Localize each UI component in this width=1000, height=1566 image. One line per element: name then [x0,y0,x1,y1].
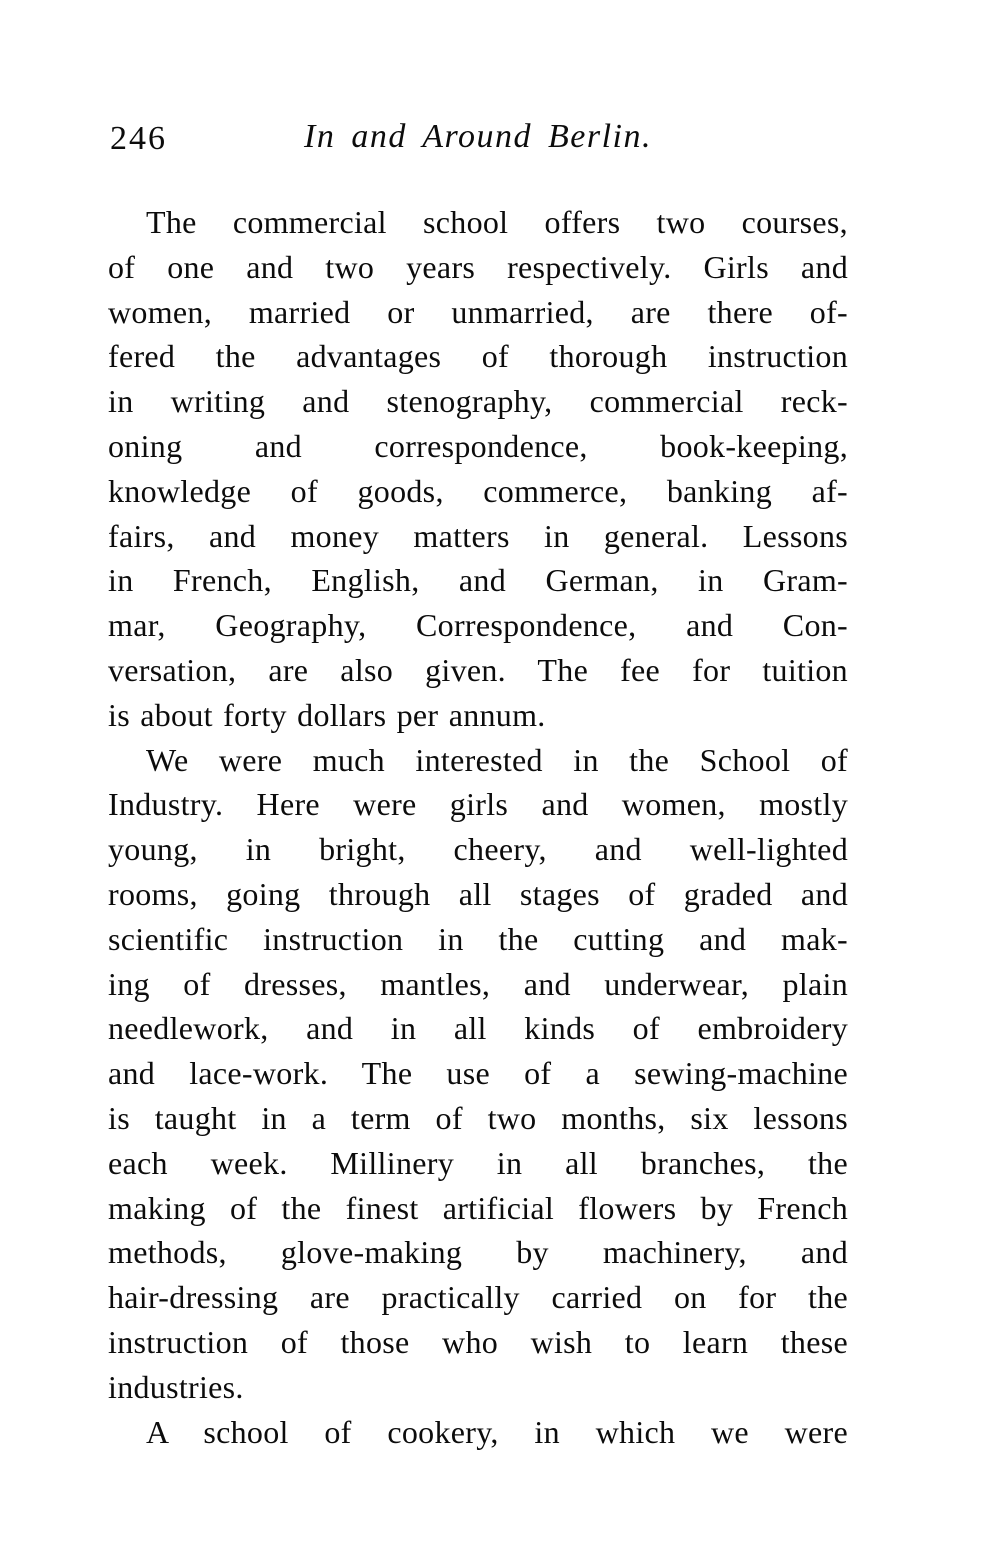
text-line: each week. Millinery in all branches, the [108,1144,848,1181]
text-line: fered the advantages of thorough instruction [108,338,848,375]
text-line: women, married or unmarried, are there of- [108,293,848,330]
running-title: In and Around Berlin. [304,118,652,155]
page-number: 246 [110,120,167,157]
text-line: versation, are also given. The fee for tuition [108,651,848,688]
text-line: and lace-work. The use of a sewing-machine [108,1055,848,1092]
text-line: Industry. Here were girls and women, mostly [108,786,848,823]
body-text [108,200,848,1454]
paragraph [108,738,848,1410]
paragraph [108,1410,848,1455]
text-line: is taught in a term of two months, six lessons [108,1099,848,1136]
text-line: rooms, going through all stages of graded and [108,875,848,912]
page-header [108,118,848,164]
text-line: mar, Geography, Correspondence, and Con- [108,607,848,644]
text-line: oning and correspondence, book-keeping, [108,427,848,464]
text-line: methods, glove-making by machinery, and [108,1234,848,1271]
text-line: young, in bright, cheery, and well-lighted [108,831,848,868]
text-line: is about forty dollars per annum. [108,696,546,733]
text-line: hair-dressing are practically carried on for the [108,1279,848,1316]
text-line: We were much interested in the School of [146,741,848,778]
text-line: in writing and stenography, commercial reck- [108,383,848,420]
text-line: industries. [108,1368,244,1405]
text-line: instruction of those who wish to learn these [108,1323,848,1360]
text-line: of one and two years respectively. Girls and [108,248,848,285]
text-line: The commercial school offers two courses, [146,204,848,240]
text-line: ing of dresses, mantles, and underwear, plain [108,965,848,1002]
text-line: in French, English, and German, in Gram- [108,562,848,599]
paragraph [108,200,848,738]
text-line: scientific instruction in the cutting and mak- [108,920,848,957]
text-line: needlework, and in all kinds of embroidery [108,1010,848,1047]
text-line: A school of cookery, in which we were [146,1413,848,1450]
text-line: knowledge of goods, commerce, banking af- [108,472,848,509]
text-line: making of the finest artificial flowers by French [108,1189,848,1226]
text-line: fairs, and money matters in general. Lessons [108,517,848,554]
